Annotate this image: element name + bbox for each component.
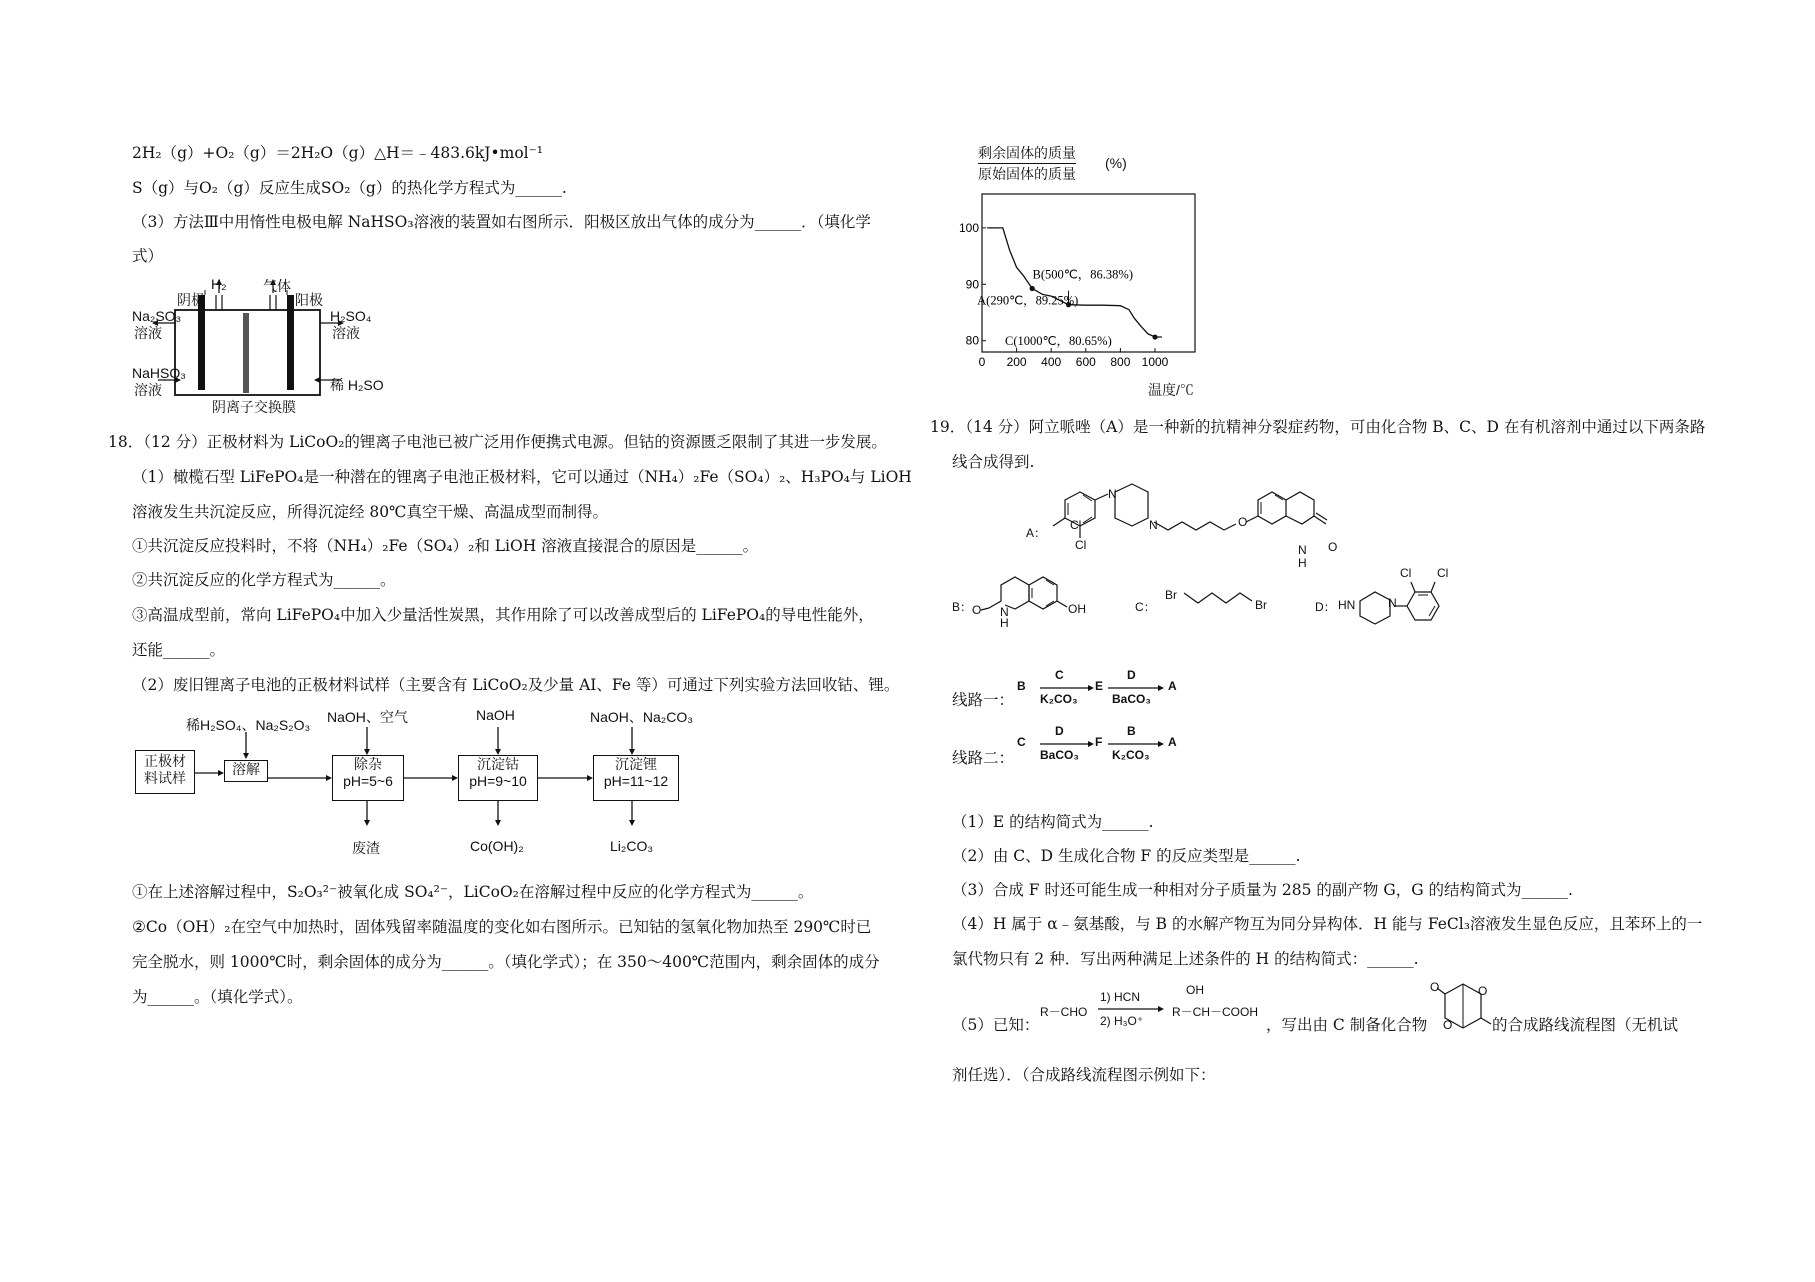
annotation-point [1152, 334, 1157, 339]
cell-h2so4-label: H₂SO₄ [330, 308, 372, 324]
route1-s3: A [1168, 679, 1177, 693]
flow-input-naoh-na2co3: NaOH、Na₂CO₃ [590, 709, 693, 725]
route1-c1-top: C [1055, 668, 1064, 682]
cell-cathode-label: 阴极 [177, 292, 205, 308]
chart-ylabel-numerator: 剩余固体的质量 [978, 143, 1076, 164]
target-o1: O [1430, 980, 1440, 994]
q19-1: （1）E 的结构简式为______. [952, 813, 1154, 831]
molecule-d-cl2: Cl [1437, 566, 1449, 580]
molecule-c-br1: Br [1165, 588, 1177, 602]
q19-5-mid: ，写出由 C 制备化合物 [1266, 1016, 1428, 1034]
molecule-a-h: H [1298, 556, 1307, 570]
cell-na2so3-label: Na₂SO₃ [132, 308, 182, 324]
molecule-c-br2: Br [1255, 598, 1267, 612]
flow-box-dissolve: 溶解 [224, 760, 268, 782]
flow-box-sample: 正极材 料试样 [135, 750, 195, 794]
q18-heading: 18．（12 分）正极材料为 LiCoO₂的锂离子电池已被广泛用作便携式电源。但钴的资源匮乏限制了其进一步发展。 [108, 433, 887, 451]
molecule-a-o2: O [1328, 540, 1338, 554]
q18-1-sub3-cont: 还能______。 [132, 641, 226, 659]
target-o2: O [1478, 984, 1488, 998]
equation-h2: 2H₂（g）+O₂（g）＝2H₂O（g）△H＝﹣483.6kJ•mol⁻¹ [132, 144, 544, 162]
q18-2-line1: （2）废旧锂离子电池的正极材料试样（主要含有 LiCoO₂及少量 AI、Fe 等）可通过下列实验方法回收钴、锂。 [132, 676, 900, 694]
route1-c2-bottom: BaCO₃ [1112, 692, 1151, 706]
cell-gas-label: 气体 [263, 278, 291, 294]
route2-s1: C [1017, 735, 1026, 749]
route2-c2-top: B [1127, 724, 1136, 738]
cell-nahso3-label: NaHSO₃ [132, 365, 186, 381]
route1-s1: B [1017, 679, 1026, 693]
q19-2: （2）由 C、D 生成化合物 F 的反应类型是______. [952, 847, 1301, 865]
x-tick-label: 200 [1006, 355, 1027, 369]
known-rhs: R－CH－COOH [1172, 1005, 1258, 1019]
flow-input-acid: 稀H₂SO₄、Na₂S₂O₃ [186, 717, 311, 733]
flow-box-lithium-ph: pH=11~12 [603, 773, 669, 789]
flow-box-cobalt-name: 沉淀钴 [477, 756, 519, 772]
q19-heading-cont: 线合成得到. [952, 453, 1035, 471]
x-tick-label: 0 [978, 355, 986, 369]
q18-2-sub2-end: 为______。（填化学式）。 [132, 988, 303, 1006]
molecule-c-label: C： [1135, 600, 1156, 614]
route1-c1-bottom: K₂CO₃ [1040, 692, 1078, 706]
q18-1-sub1: ①共沉淀反应投料时，不将（NH₄）₂Fe（SO₄）₂和 LiOH 溶液直接混合的原因是______。 [132, 537, 759, 555]
molecule-a-cl1: Cl [1070, 518, 1082, 532]
chart-ylabel-unit: (%) [1105, 155, 1127, 171]
y-tick-label: 100 [958, 220, 979, 235]
molecule-a-o1: O [1238, 515, 1248, 529]
molecule-a-n2: N [1149, 518, 1158, 532]
equation-s: S（g）与O₂（g）反应生成SO₂（g）的热化学方程式为______. [132, 179, 567, 197]
q19-5-prefix: （5）已知： [952, 1016, 1040, 1034]
x-tick-label: 600 [1075, 355, 1096, 369]
q19-heading: 19．（14 分）阿立哌唑（A）是一种新的抗精神分裂症药物，可由化合物 B、C、D 在有机溶剂中通过以下两条路 [930, 418, 1706, 436]
flow-box-impurity-ph: pH=5~6 [343, 773, 393, 789]
molecule-d-hn: HN [1338, 598, 1356, 612]
q3-line1: （3）方法Ⅲ中用惰性电极电解 NaHSO₃溶液的装置如右图所示．阳极区放出气体的成分为______．（填化学 [132, 213, 871, 231]
route2-s3: A [1168, 735, 1177, 749]
cell-na2so3-sol-label: 溶液 [134, 325, 162, 341]
annotation-label: C(1000℃，80.65%) [1005, 334, 1112, 349]
route2-c1-bottom: BaCO₃ [1040, 748, 1079, 762]
molecule-a-nh: N [1298, 543, 1307, 557]
route2-label: 线路二： [952, 749, 1015, 767]
molecule-c-structure [1182, 585, 1262, 615]
x-tick-label: 1000 [1141, 355, 1169, 369]
molecule-b-structure [975, 565, 1085, 630]
molecule-b-o: O [972, 603, 982, 617]
molecule-d-label: D： [1315, 600, 1336, 614]
flow-output-residue: 废渣 [352, 840, 380, 856]
route2-c1-top: D [1055, 724, 1064, 738]
flow-box-impurity [332, 755, 404, 801]
x-tick-label: 800 [1110, 355, 1131, 369]
target-o3: O [1443, 1018, 1453, 1032]
x-tick-label: 400 [1041, 355, 1062, 369]
known-step2: 2) H₃O⁺ [1100, 1014, 1144, 1028]
chart-ylabel-denominator: 原始固体的质量 [978, 166, 1076, 182]
q18-1-line1: （1）橄榄石型 LiFePO₄是一种潜在的锂离子电池正极材料，它可以通过（NH₄）₂Fe（SO₄）₂、H₃PO₄与 LiOH [132, 468, 912, 486]
cell-h2so4-sol-label: 溶液 [332, 325, 360, 341]
q19-5-suffix: 的合成路线流程图（无机试 [1492, 1016, 1679, 1034]
q18-1-sub2: ②共沉淀反应的化学方程式为______。 [132, 571, 396, 589]
flow-output-li2co3: Li₂CO₃ [610, 838, 654, 854]
flow-box-lithium-name: 沉淀锂 [615, 756, 657, 772]
q3-line2: 式） [132, 247, 164, 265]
molecule-b-label: B： [952, 600, 973, 614]
flow-output-cooh2: Co(OH)₂ [470, 838, 524, 854]
annotation-label: A(290℃，89.25%) [977, 293, 1079, 308]
y-tick-label: 90 [965, 277, 979, 292]
chart-xlabel: 温度/℃ [1148, 382, 1194, 398]
annotation-label: B(500℃，86.38%) [1032, 267, 1133, 282]
molecule-a-cl2: Cl [1075, 538, 1087, 552]
known-oh: OH [1186, 983, 1204, 997]
route2-s2: F [1095, 735, 1103, 749]
route1-c2-top: D [1127, 668, 1136, 682]
cell-anode-label: 阳极 [295, 292, 323, 308]
molecule-d-cl1: Cl [1400, 566, 1412, 580]
route2-c2-bottom: K₂CO₃ [1112, 748, 1150, 762]
q19-3: （3）合成 F 时还可能生成一种相对分子质量为 285 的副产物 G，G 的结构简式为______. [952, 881, 1573, 899]
annotation-point [1030, 286, 1035, 291]
flow-input-naoh-air: NaOH、空气 [327, 709, 408, 725]
y-tick-label: 80 [965, 333, 979, 348]
q18-1-sub3: ③高温成型前，常向 LiFePO₄中加入少量活性炭黑，其作用除了可以改善成型后的 LiFePO₄的导电性能外， [132, 606, 874, 624]
known-lhs: R－CHO [1040, 1005, 1088, 1019]
molecule-b-h: H [1000, 616, 1009, 630]
molecule-a-n1: N [1108, 487, 1117, 501]
route1-s2: E [1095, 679, 1104, 693]
q18-1-line2: 溶液发生共沉淀反应，所得沉淀经 80℃真空干燥、高温成型而制得。 [132, 503, 608, 521]
residue-ratio-chart [960, 190, 1210, 380]
molecule-d-n: N [1388, 596, 1397, 610]
series-line [987, 228, 1162, 337]
flow-box-impurity-name: 除杂 [354, 756, 382, 772]
flow-box-cobalt-ph: pH=9~10 [469, 773, 527, 789]
q18-2-sub1: ①在上述溶解过程中，S₂O₃²⁻被氧化成 SO₄²⁻，LiCoO₂在溶解过程中反应的化学方程式为______。 [132, 883, 814, 901]
q18-2-sub2-cont: 完全脱水，则 1000℃时，剩余固体的成分为______。（填化学式）；在 350～400℃范围内，剩余固体的成分 [132, 953, 880, 971]
cell-membrane-label: 阴离子交换膜 [212, 399, 296, 415]
cell-nahso3-sol-label: 溶液 [134, 382, 162, 398]
molecule-a-label: A： [1026, 526, 1047, 540]
molecule-b-oh: OH [1068, 602, 1086, 616]
q19-4-line1: （4）H 属于 α﹣氨基酸，与 B 的水解产物互为同分异构体．H 能与 FeCl₃溶液发生显色反应，且苯环上的一 [952, 915, 1703, 933]
known-step1: 1) HCN [1100, 990, 1141, 1004]
route1-label: 线路一： [952, 691, 1015, 709]
flow-box-lithium [593, 755, 679, 801]
cell-h2-label: H₂ [211, 276, 227, 292]
q19-4-line2: 氯代物只有 2 种．写出两种满足上述条件的 H 的结构简式：______. [952, 950, 1419, 968]
flow-input-naoh: NaOH [476, 707, 515, 723]
molecule-b-n: N [1000, 605, 1009, 619]
flow-box-cobalt [458, 755, 538, 801]
known-reaction-arrow [1098, 1002, 1168, 1016]
cell-dilute-label: 稀 H₂SO [330, 377, 384, 393]
q18-2-sub2: ②Co（OH）₂在空气中加热时，固体残留率随温度的变化如右图所示。已知钴的氢氧化物加热至 290℃时已 [132, 918, 872, 936]
q19-5-line2: 剂任选）．（合成路线流程图示例如下： [952, 1066, 1216, 1084]
